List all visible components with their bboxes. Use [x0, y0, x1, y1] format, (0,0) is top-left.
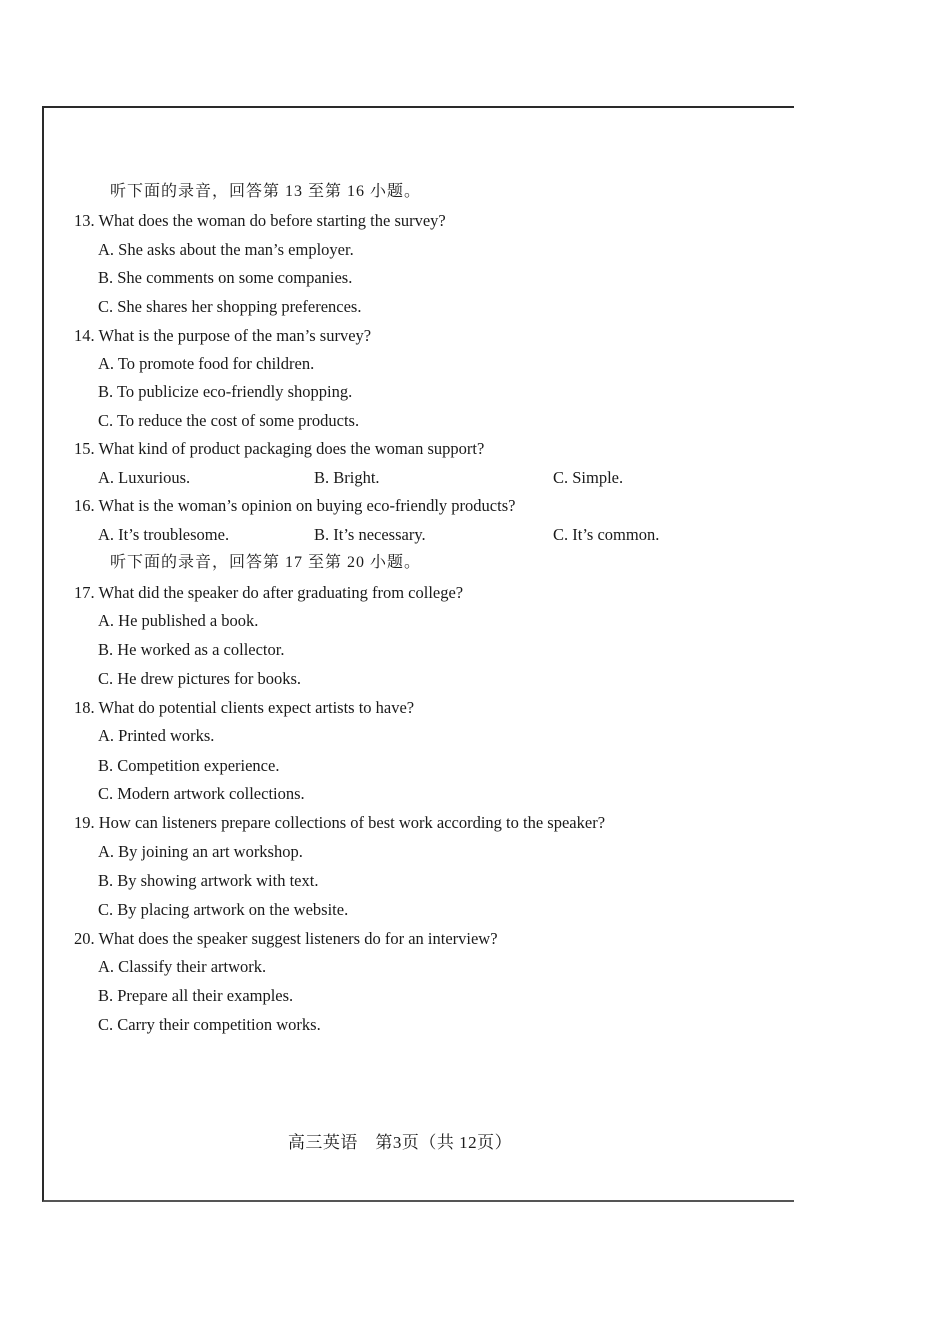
option-16c: C. It’s common. [553, 525, 660, 544]
section-instruction: 听下面的录音，回答第 13 至第 16 小题。 [110, 183, 422, 200]
option-13c: C. She shares her shopping preferences. [98, 297, 362, 316]
option-16b: B. It’s necessary. [314, 525, 426, 544]
option-15c: C. Simple. [553, 468, 624, 487]
option-19c: C. By placing artwork on the website. [98, 900, 349, 919]
option-20c: C. Carry their competition works. [98, 1015, 321, 1034]
question-18: 18. What do potential clients expect artists to have? [74, 698, 415, 717]
question-15: 15. What kind of product packaging does the woman support? [74, 439, 485, 458]
question-13: 13. What does the woman do before starting the survey? [74, 211, 446, 230]
option-17a: A. He published a book. [98, 611, 259, 630]
option-18b: B. Competition experience. [98, 756, 280, 775]
option-14a: A. To promote food for children. [98, 354, 315, 373]
option-18a: A. Printed works. [98, 726, 215, 745]
option-19b: B. By showing artwork with text. [98, 871, 319, 890]
section-instruction: 听下面的录音，回答第 17 至第 20 小题。 [110, 554, 422, 571]
option-18c: C. Modern artwork collections. [98, 784, 305, 803]
option-14b: B. To publicize eco-friendly shopping. [98, 382, 353, 401]
option-15a: A. Luxurious. [98, 468, 191, 487]
option-15b: B. Bright. [314, 468, 380, 487]
option-17b: B. He worked as a collector. [98, 640, 285, 659]
option-20b: B. Prepare all their examples. [98, 986, 294, 1005]
option-19a: A. By joining an art workshop. [98, 842, 303, 861]
question-17: 17. What did the speaker do after graduating from college? [74, 583, 464, 602]
page-footer: 高三英语 第3页（共 12页） [287, 1133, 513, 1152]
question-20: 20. What does the speaker suggest listeners do for an interview? [74, 929, 498, 948]
option-16a: A. It’s troublesome. [98, 525, 230, 544]
option-14c: C. To reduce the cost of some products. [98, 411, 360, 430]
option-20a: A. Classify their artwork. [98, 957, 267, 976]
question-16: 16. What is the woman’s opinion on buying eco-friendly products? [74, 496, 516, 515]
option-13a: A. She asks about the man’s employer. [98, 240, 354, 259]
option-13b: B. She comments on some companies. [98, 268, 353, 287]
question-19: 19. How can listeners prepare collections of best work according to the speaker? [74, 813, 606, 832]
question-14: 14. What is the purpose of the man’s survey? [74, 326, 372, 345]
option-17c: C. He drew pictures for books. [98, 669, 301, 688]
